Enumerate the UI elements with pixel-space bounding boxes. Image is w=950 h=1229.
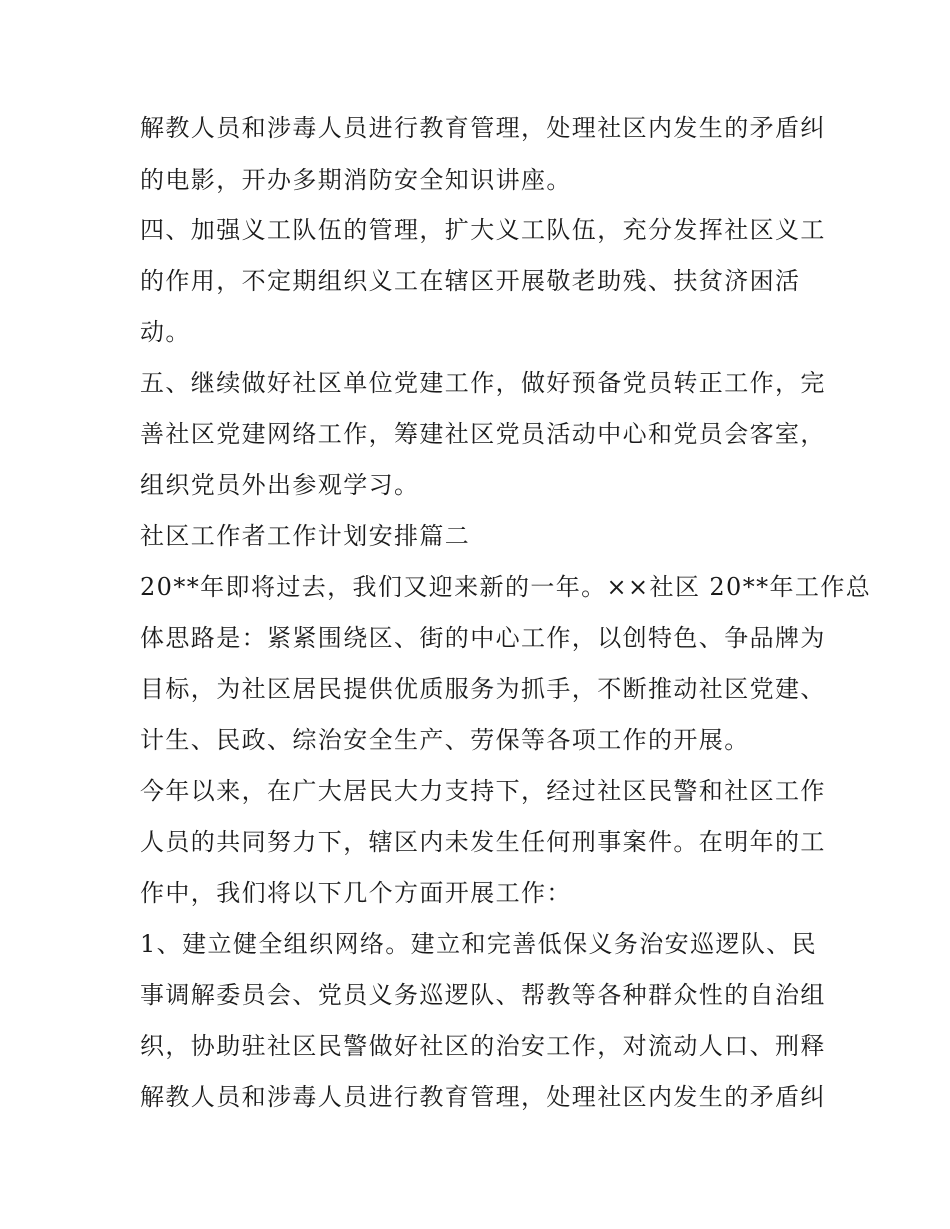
text-line: 目标，为社区居民提供优质服务为抓手，不断推动社区党建、 [140,675,826,703]
text-line: 人员的共同努力下，辖区内未发生任何刑事案件。在明年的工 [140,828,826,856]
text-line: 织，协助驻社区民警做好社区的治安工作，对流动人口、刑释 [140,1032,826,1060]
text-line: 解教人员和涉毒人员进行教育管理，处理社区内发生的矛盾纠 [140,114,826,142]
text-line: 今年以来，在广大居民大力支持下，经过社区民警和社区工作 [140,777,826,805]
text-line: 善社区党建网络工作，筹建社区党员活动中心和党员会客室， [140,420,826,448]
text-line: 1、建立健全组织网络。建立和完善低保义务治安巡逻队、民 [140,930,818,958]
text-line: 20**年即将过去，我们又迎来新的一年。××社区 20**年工作总 [140,573,872,601]
text-line: 计生、民政、综治安全生产、劳保等各项工作的开展。 [140,726,750,754]
text-line: 四、加强义工队伍的管理，扩大义工队伍，充分发挥社区义工 [140,216,826,244]
text-line: 作中，我们将以下几个方面开展工作： [140,879,572,907]
text-line: 的电影，开办多期消防安全知识讲座。 [140,166,572,194]
text-line: 组织党员外出参观学习。 [140,471,420,499]
text-line: 动。 [140,318,191,346]
text-line: 解教人员和涉毒人员进行教育管理，处理社区内发生的矛盾纠 [140,1083,826,1111]
section-heading: 社区工作者工作计划安排篇二 [140,522,471,550]
text-line: 五、继续做好社区单位党建工作，做好预备党员转正工作，完 [140,369,826,397]
text-line: 的作用，不定期组织义工在辖区开展敬老助残、扶贫济困活 [140,267,801,295]
text-line: 事调解委员会、党员义务巡逻队、帮教等各种群众性的自治组 [140,981,826,1009]
text-line: 体思路是：紧紧围绕区、街的中心工作，以创特色、争品牌为 [140,624,826,652]
